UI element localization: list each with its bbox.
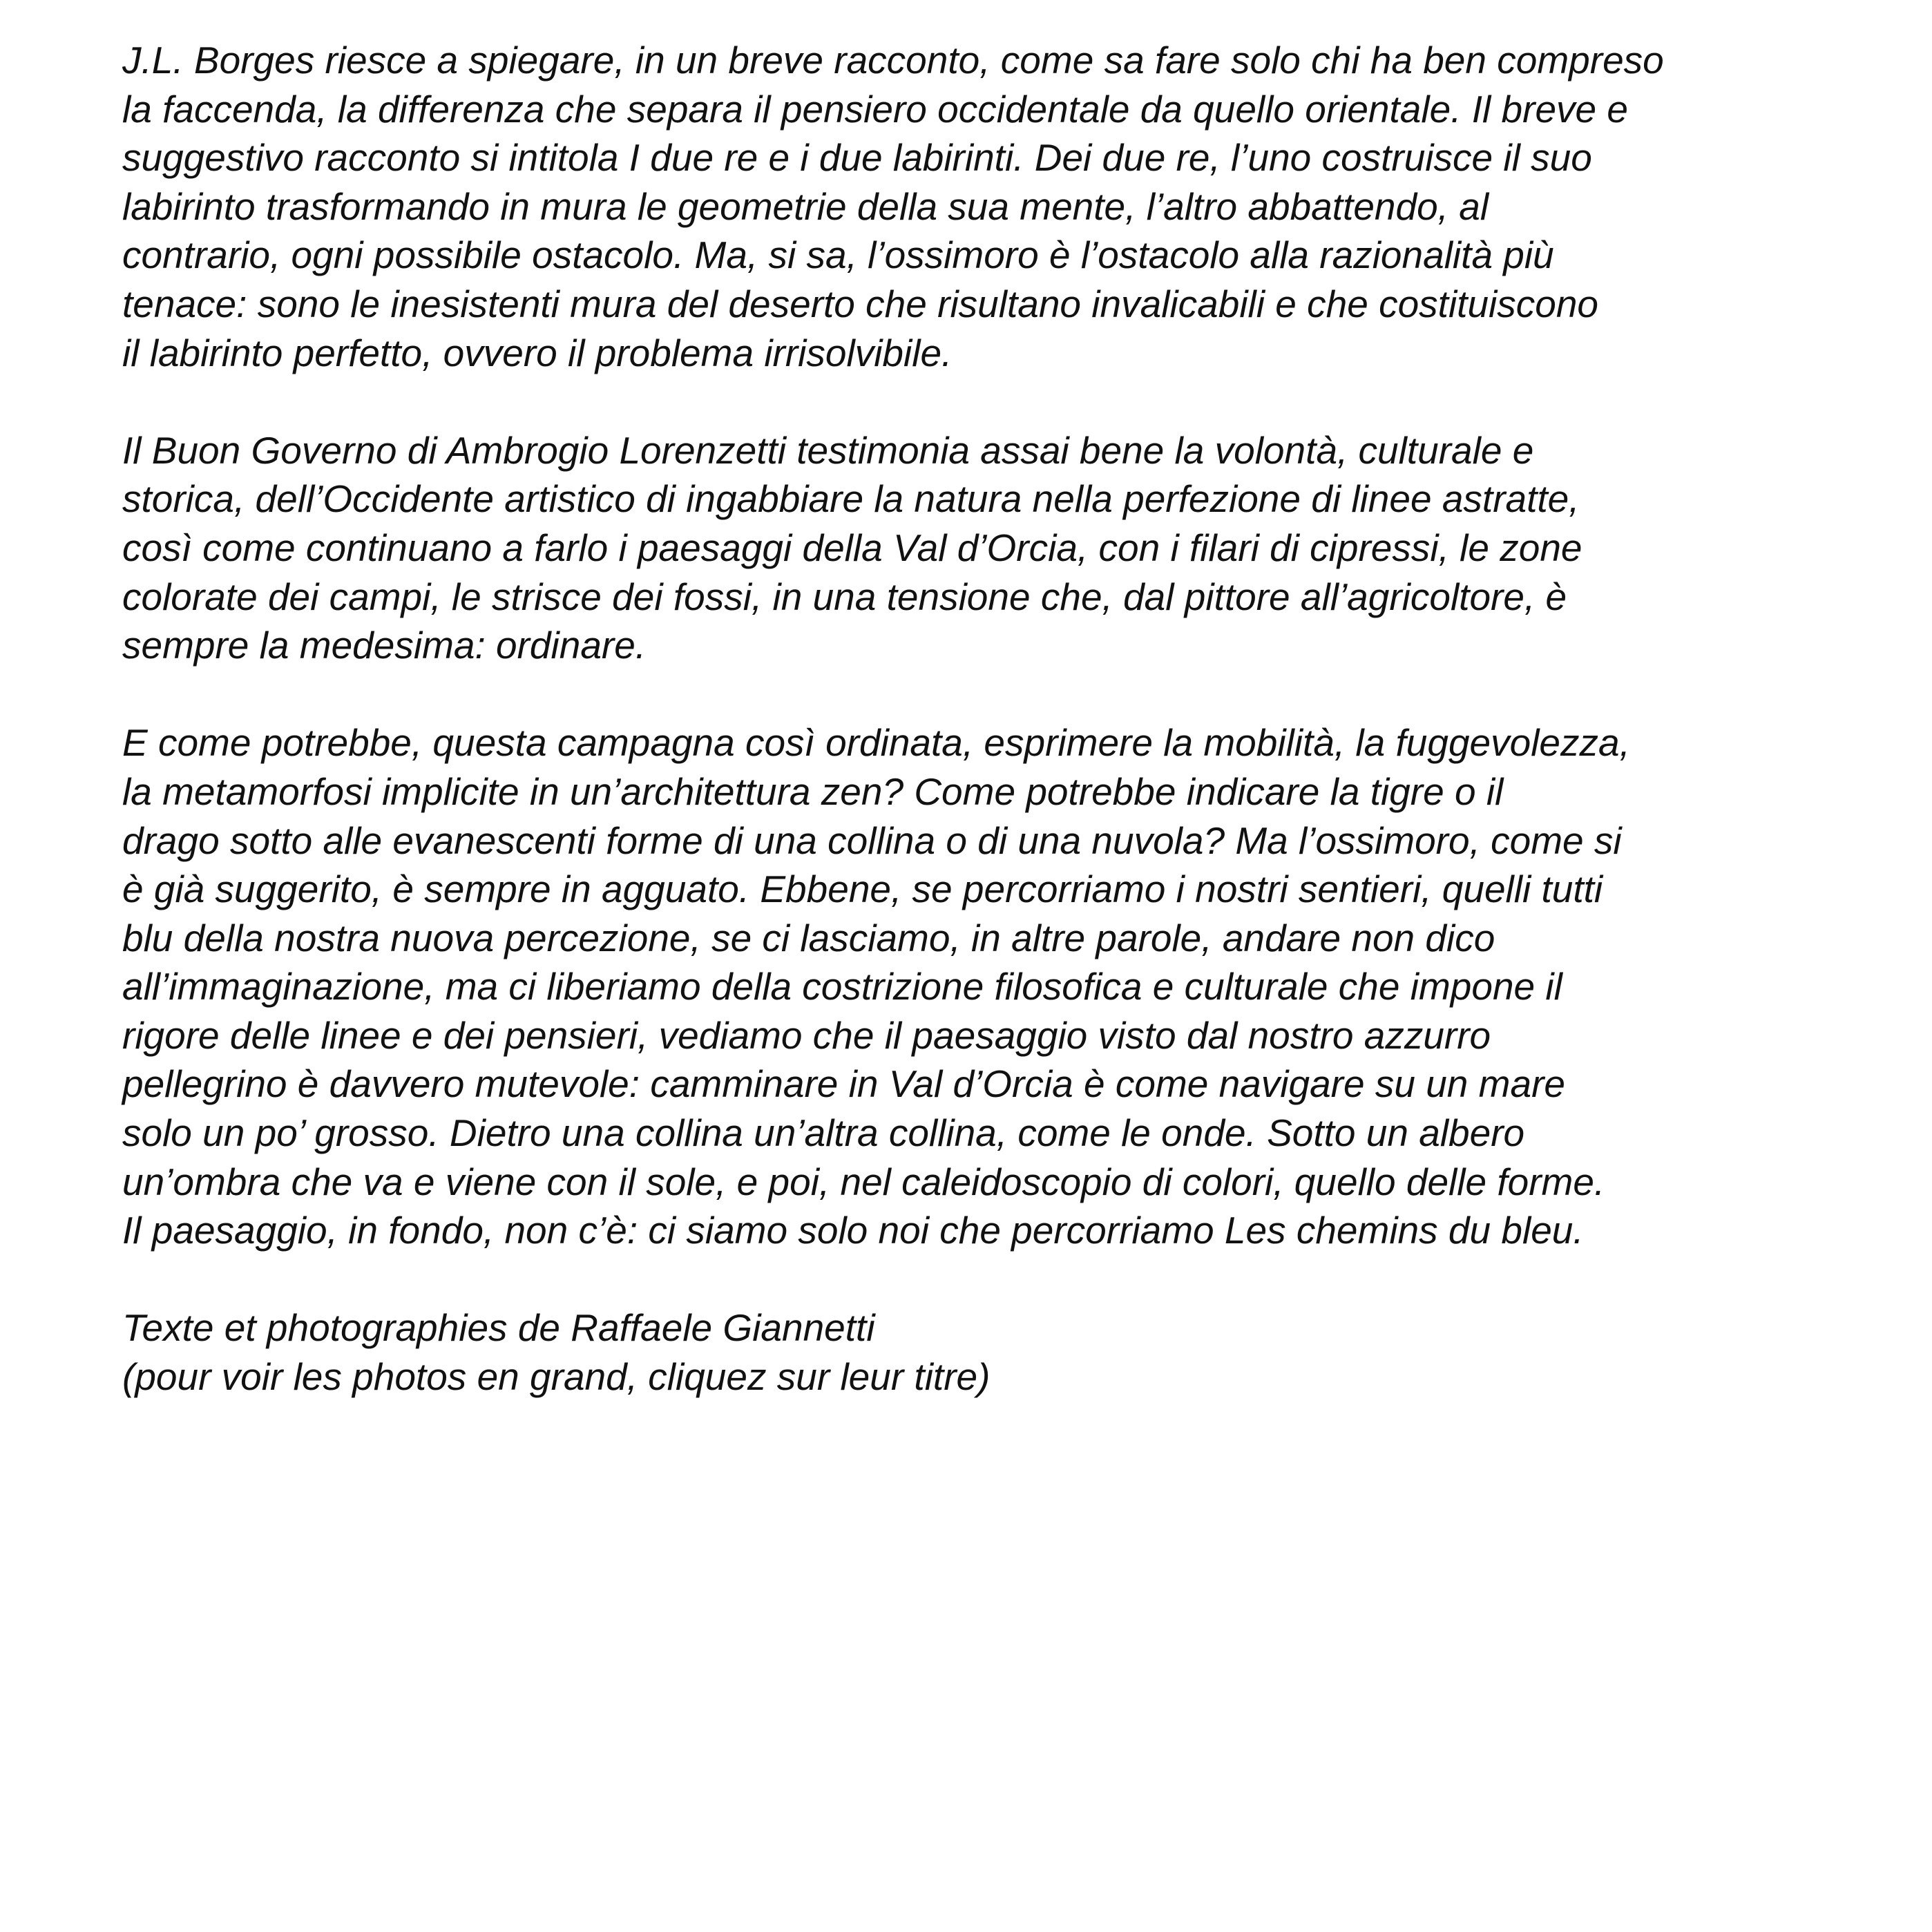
- text-line: rigore delle linee e dei pensieri, vediamo che il paesaggio visto dal nostro azzurro: [122, 1013, 1491, 1057]
- paragraph-campagna: [122, 718, 1808, 1255]
- credits: [122, 1303, 1808, 1401]
- document-body: [122, 36, 1808, 1402]
- text-line: J.L. Borges riesce a spiegare, in un breve racconto, come sa fare solo chi ha ben compreso: [122, 39, 1664, 82]
- paragraph-borges: [122, 36, 1808, 377]
- text-line: Il Buon Governo di Ambrogio Lorenzetti testimonia assai bene la volontà, culturale e: [122, 428, 1534, 472]
- text-line: all’immaginazione, ma ci liberiamo della costrizione filosofica e culturale che impone il: [122, 965, 1562, 1008]
- text-line: drago sotto alle evanescenti forme di una collina o di una nuvola? Ma l’ossimoro, come si: [122, 819, 1622, 862]
- text-line: pellegrino è davvero mutevole: camminare in Val d’Orcia è come navigare su un mare: [122, 1062, 1565, 1106]
- text-line: Il paesaggio, in fondo, non c’è: ci siamo solo noi che percorriamo Les chemins du bleu.: [122, 1209, 1584, 1252]
- text-line: la metamorfosi implicite in un’architettura zen? Come potrebbe indicare la tigre o il: [122, 769, 1504, 813]
- text-line: sempre la medesima: ordinare.: [122, 624, 647, 667]
- text-line: tenace: sono le inesistenti mura del deserto che risultano invalicabili e che costituiscono: [122, 282, 1599, 325]
- text-line: così come continuano a farlo i paesaggi della Val d’Orcia, con i filari di cipressi, le zone: [122, 526, 1582, 569]
- text-line: storica, dell’Occidente artistico di ingabbiare la natura nella perfezione di linee astratte,: [122, 477, 1580, 521]
- text-line: suggestivo racconto si intitola I due re e i due labirinti. Dei due re, l’uno costruisce il suo: [122, 136, 1592, 180]
- paragraph-buon-governo: [122, 426, 1808, 670]
- text-line: labirinto trasformando in mura le geometrie della sua mente, l’altro abbattendo, al: [122, 184, 1489, 228]
- text-line: colorate dei campi, le strisce dei fossi, in una tensione che, dal pittore all’agricoltore, è: [122, 575, 1567, 618]
- text-line: un’ombra che va e viene con il sole, e poi, nel caleidoscopio di colori, quello delle forme.: [122, 1160, 1605, 1203]
- text-line: blu della nostra nuova percezione, se ci lasciamo, in altre parole, andare non dico: [122, 916, 1495, 959]
- photo-note: (pour voir les photos en grand, cliquez sur leur titre): [122, 1355, 991, 1399]
- author-credit: Texte et photographies de Raffaele Giannetti: [122, 1306, 875, 1350]
- text-line: contrario, ogni possibile ostacolo. Ma, si sa, l’ossimoro è l’ostacolo alla razionalità più: [122, 233, 1554, 277]
- text-line: solo un po’ grosso. Dietro una collina un’altra collina, come le onde. Sotto un albero: [122, 1111, 1525, 1155]
- text-line: la faccenda, la differenza che separa il pensiero occidentale da quello orientale. Il breve e: [122, 87, 1628, 131]
- text-line: è già suggerito, è sempre in agguato. Ebbene, se percorriamo i nostri sentieri, quelli tutti: [122, 868, 1603, 911]
- text-line: E come potrebbe, questa campagna così ordinata, esprimere la mobilità, la fuggevolezza,: [122, 721, 1630, 765]
- text-line: il labirinto perfetto, ovvero il problema irrisolvibile.: [122, 331, 953, 374]
